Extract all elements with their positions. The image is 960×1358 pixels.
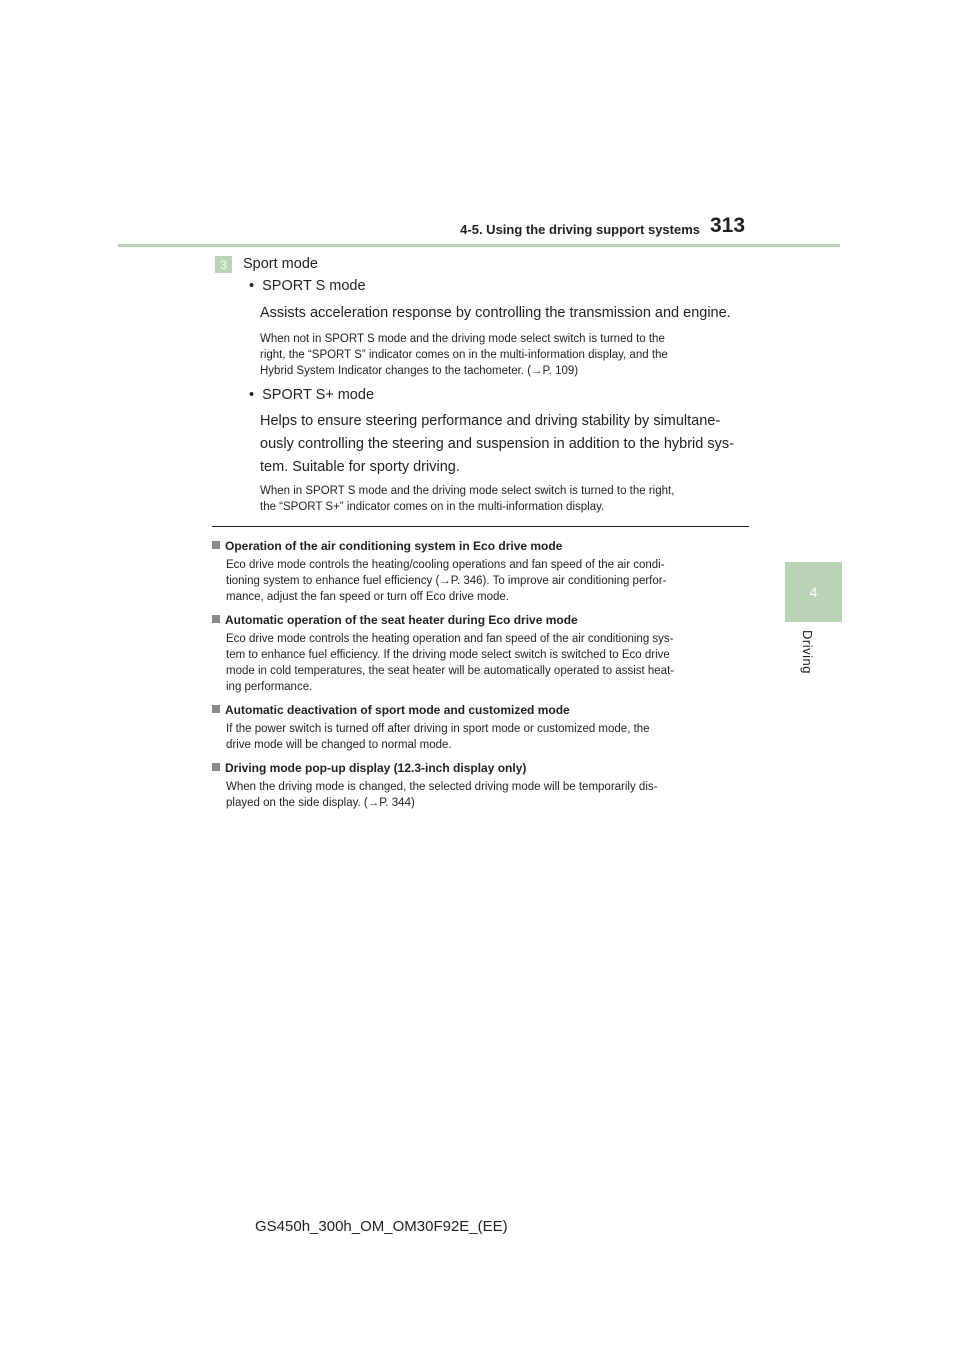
- note-line: mode in cold temperatures, the seat heater will be automatically operated to assist heat-: [226, 665, 675, 677]
- step-number: 3: [220, 257, 227, 272]
- note-line: tioning system to enhance fuel efficiency (→P. 346). To improve air conditioning perfor-: [226, 575, 667, 587]
- step-title: Sport mode: [243, 256, 318, 272]
- square-bullet-icon: [212, 705, 220, 713]
- note-line: If the power switch is turned off after driving in sport mode or customized mode, the: [226, 723, 650, 735]
- note-heading-text: Automatic deactivation of sport mode and customized mode: [225, 703, 570, 717]
- square-bullet-icon: [212, 541, 220, 549]
- mode-note-line: the “SPORT S+” indicator comes on in the multi-information display.: [260, 501, 605, 513]
- note-heading: [212, 539, 562, 553]
- list-item: [249, 278, 366, 294]
- note-heading-text: Driving mode pop-up display (12.3-inch display only): [225, 761, 527, 775]
- mode-note-line: right, the “SPORT S” indicator comes on in the multi-information display, and the: [260, 349, 668, 361]
- square-bullet-icon: [212, 763, 220, 771]
- note-heading: [212, 613, 578, 627]
- list-item: [249, 387, 374, 403]
- mode-note-line: When in SPORT S mode and the driving mode select switch is turned to the right,: [260, 485, 675, 497]
- mode-description-line: ously controlling the steering and suspension in addition to the hybrid sys-: [260, 436, 734, 452]
- mode-description: Assists acceleration response by controlling the transmission and engine.: [260, 305, 731, 321]
- step-number-badge: [215, 256, 232, 273]
- square-bullet-icon: [212, 615, 220, 623]
- section-title: 4-5. Using the driving support systems: [460, 222, 700, 237]
- chapter-label: Driving: [800, 630, 815, 674]
- mode-note-line: When not in SPORT S mode and the driving mode select switch is turned to the: [260, 333, 665, 345]
- note-heading: [212, 703, 570, 717]
- note-heading-text: Operation of the air conditioning system in Eco drive mode: [225, 539, 563, 553]
- note-line: ing performance.: [226, 681, 313, 693]
- mode-label: SPORT S mode: [262, 278, 366, 294]
- note-heading: [212, 761, 526, 775]
- chapter-number: 4: [809, 584, 818, 600]
- manual-code: GS450h_300h_OM_OM30F92E_(EE): [255, 1218, 508, 1235]
- note-heading-text: Automatic operation of the seat heater during Eco drive mode: [225, 613, 578, 627]
- mode-description-line: Helps to ensure steering performance and driving stability by simultane-: [260, 413, 721, 429]
- note-line: When the driving mode is changed, the selected driving mode will be temporarily dis-: [226, 781, 658, 793]
- mode-label: SPORT S+ mode: [262, 387, 375, 403]
- mode-note-line: Hybrid System Indicator changes to the tachometer. (→P. 109): [260, 365, 579, 377]
- bullet-dot: •: [249, 278, 255, 294]
- section-divider: [212, 526, 749, 527]
- note-line: Eco drive mode controls the heating/cooling operations and fan speed of the air condi-: [226, 559, 665, 571]
- note-line: drive mode will be changed to normal mode.: [226, 739, 452, 751]
- header-rule: [118, 244, 840, 247]
- bullet-dot: •: [249, 387, 255, 403]
- page-number: 313: [710, 214, 746, 237]
- mode-description-line: tem. Suitable for sporty driving.: [260, 459, 460, 475]
- note-line: Eco drive mode controls the heating operation and fan speed of the air conditioning sys-: [226, 633, 674, 645]
- note-line: tem to enhance fuel efficiency. If the driving mode select switch is switched to Eco drive: [226, 649, 670, 661]
- note-line: played on the side display. (→P. 344): [226, 797, 415, 809]
- chapter-tab: [785, 562, 842, 622]
- note-line: mance, adjust the fan speed or turn off Eco drive mode.: [226, 591, 509, 603]
